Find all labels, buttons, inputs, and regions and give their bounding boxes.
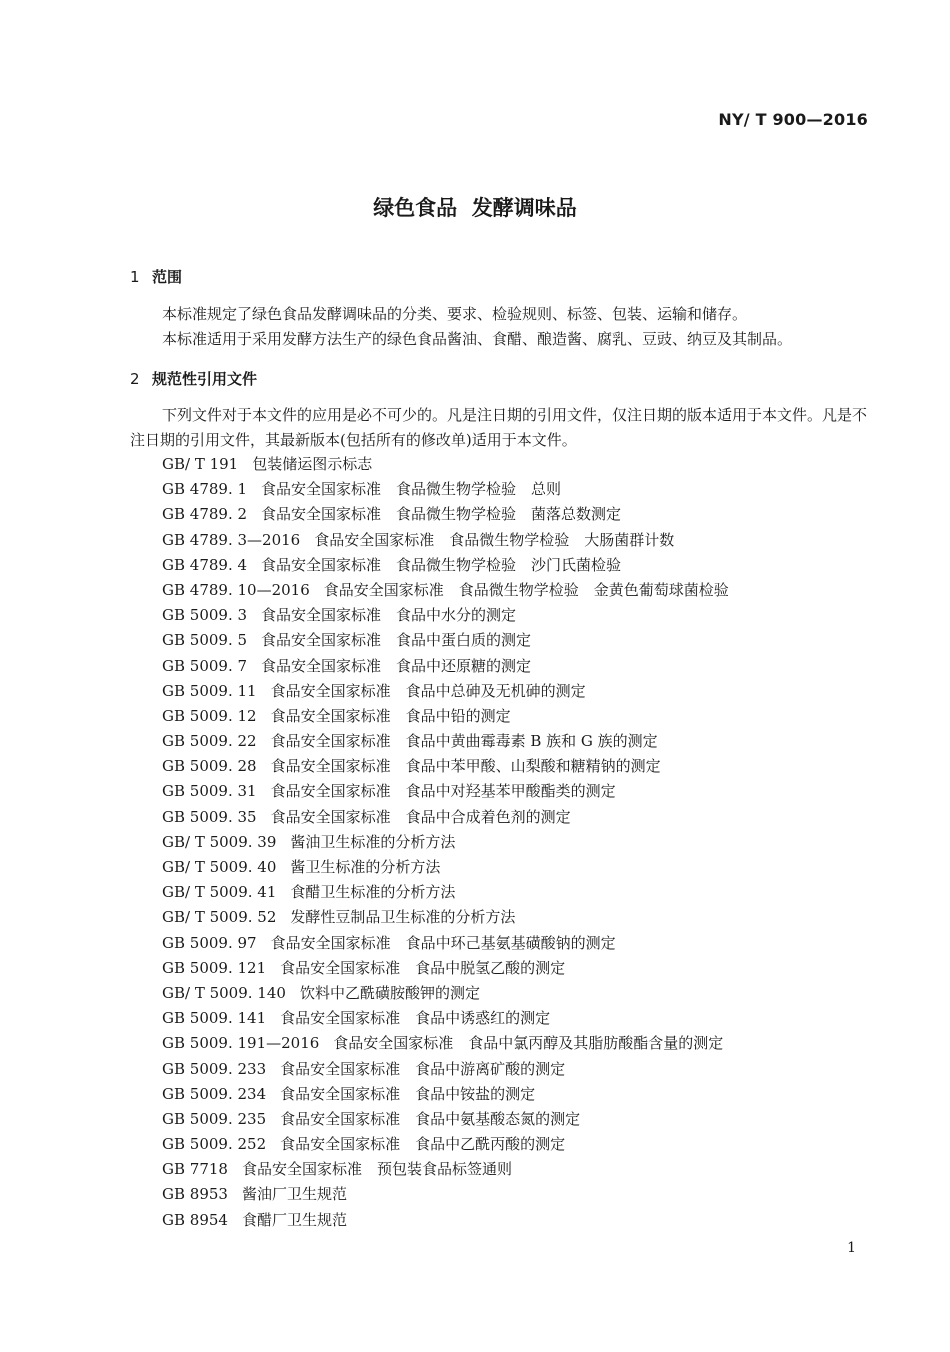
section-1-title: 范围 bbox=[152, 268, 183, 286]
reference-item bbox=[162, 729, 729, 754]
reference-item bbox=[162, 805, 729, 830]
reference-code: GB/ T 5009. 140 bbox=[162, 983, 286, 1002]
reference-code: GB 5009. 121 bbox=[162, 958, 267, 977]
reference-code: GB 8954 bbox=[162, 1210, 228, 1229]
reference-title: 食品安全国家标准 食品中总砷及无机砷的测定 bbox=[270, 681, 586, 700]
reference-title: 食品安全国家标准 食品中诱惑红的测定 bbox=[280, 1009, 551, 1028]
reference-item bbox=[162, 654, 729, 679]
reference-item bbox=[162, 779, 729, 804]
reference-code: GB 5009. 22 bbox=[162, 732, 257, 751]
reference-item bbox=[162, 981, 729, 1006]
reference-item bbox=[162, 502, 729, 527]
reference-title: 酱油卫生标准的分析方法 bbox=[290, 832, 456, 851]
reference-code: GB 5009. 233 bbox=[162, 1059, 267, 1078]
reference-code: GB 5009. 7 bbox=[162, 656, 248, 675]
reference-code: GB 5009. 3 bbox=[162, 606, 248, 625]
reference-item bbox=[162, 477, 729, 502]
standard-code: NY/ T 900—2016 bbox=[718, 110, 868, 129]
reference-code: GB 5009. 11 bbox=[162, 681, 257, 700]
reference-item bbox=[162, 1006, 729, 1031]
reference-code: GB 4789. 1 bbox=[162, 480, 248, 499]
reference-title: 食品安全国家标准 食品中游离矿酸的测定 bbox=[280, 1059, 566, 1078]
reference-title: 食品安全国家标准 食品微生物学检验 大肠菌群计数 bbox=[314, 530, 675, 549]
reference-code: GB/ T 5009. 52 bbox=[162, 908, 277, 927]
reference-title: 食品安全国家标准 食品中蛋白质的测定 bbox=[261, 631, 532, 650]
reference-title: 食醋厂卫生规范 bbox=[241, 1210, 347, 1229]
reference-title: 食品安全国家标准 食品中脱氢乙酸的测定 bbox=[280, 958, 566, 977]
section-1-number: 1 bbox=[130, 268, 140, 286]
reference-title: 酱油厂卫生规范 bbox=[241, 1185, 347, 1204]
reference-item bbox=[162, 1031, 729, 1056]
reference-title: 食品安全国家标准 食品微生物学检验 金黄色葡萄球菌检验 bbox=[323, 580, 729, 599]
reference-title: 饮料中乙酰磺胺酸钾的测定 bbox=[299, 983, 480, 1002]
reference-code: GB 5009. 31 bbox=[162, 782, 257, 801]
reference-item bbox=[162, 1182, 729, 1207]
section-2-title: 规范性引用文件 bbox=[152, 370, 258, 388]
reference-title: 食品安全国家标准 食品中铵盐的测定 bbox=[280, 1084, 536, 1103]
reference-title: 食品安全国家标准 食品中对羟基苯甲酸酯类的测定 bbox=[270, 782, 616, 801]
reference-item bbox=[162, 905, 729, 930]
scope-paragraph-1: 本标准规定了绿色食品发酵调味品的分类、要求、检验规则、标签、包装、运输和储存。 bbox=[162, 305, 748, 323]
reference-code: GB/ T 191 bbox=[162, 455, 239, 473]
reference-code: GB 5009. 28 bbox=[162, 757, 257, 776]
reference-item bbox=[162, 553, 729, 578]
reference-code: GB/ T 5009. 41 bbox=[162, 883, 277, 902]
reference-title: 食品安全国家标准 食品中黄曲霉毒素 B 族和 G 族的测定 bbox=[270, 732, 658, 751]
reference-item bbox=[162, 1082, 729, 1107]
reference-item bbox=[162, 628, 729, 653]
reference-title: 食品安全国家标准 食品中氯丙醇及其脂肪酸酯含量的测定 bbox=[333, 1034, 724, 1053]
reference-item bbox=[162, 931, 729, 956]
reference-title: 食醋卫生标准的分析方法 bbox=[290, 883, 456, 902]
reference-item bbox=[162, 880, 729, 905]
reference-code: GB 5009. 5 bbox=[162, 631, 248, 650]
reference-item bbox=[162, 1057, 729, 1082]
section-2-number: 2 bbox=[130, 370, 140, 388]
reference-code: GB 5009. 141 bbox=[162, 1009, 267, 1028]
section-1-heading bbox=[130, 266, 182, 287]
reference-code: GB 4789. 10—2016 bbox=[162, 580, 310, 599]
reference-code: GB 4789. 3—2016 bbox=[162, 530, 301, 549]
reference-code: GB 5009. 191—2016 bbox=[162, 1034, 320, 1053]
reference-item bbox=[162, 1157, 729, 1182]
reference-code: GB/ T 5009. 40 bbox=[162, 858, 277, 876]
reference-code: GB 5009. 97 bbox=[162, 933, 257, 952]
reference-item bbox=[162, 754, 729, 779]
reference-title: 食品安全国家标准 食品微生物学检验 总则 bbox=[261, 480, 562, 499]
reference-title: 包装储运图示标志 bbox=[252, 455, 373, 473]
reference-title: 食品安全国家标准 食品中氨基酸态氮的测定 bbox=[280, 1109, 581, 1128]
reference-item bbox=[162, 1132, 729, 1157]
reference-title: 食品安全国家标准 食品中乙酰丙酸的测定 bbox=[280, 1135, 566, 1154]
reference-title: 食品安全国家标准 预包装食品标签通则 bbox=[241, 1160, 512, 1179]
reference-title: 食品安全国家标准 食品中还原糖的测定 bbox=[261, 656, 532, 675]
reference-item bbox=[162, 1107, 729, 1132]
reference-item bbox=[162, 528, 729, 553]
scope-paragraph-2: 本标准适用于采用发酵方法生产的绿色食品酱油、食醋、酿造酱、腐乳、豆豉、纳豆及其制品。 bbox=[162, 330, 793, 348]
reference-code: GB 5009. 12 bbox=[162, 706, 257, 725]
reference-title: 酱卫生标准的分析方法 bbox=[290, 858, 441, 876]
reference-code: GB 5009. 35 bbox=[162, 807, 257, 826]
reference-item bbox=[162, 1208, 729, 1233]
reference-title: 食品安全国家标准 食品中合成着色剂的测定 bbox=[270, 807, 571, 826]
reference-title: 食品安全国家标准 食品中铅的测定 bbox=[270, 706, 511, 725]
reference-item bbox=[162, 830, 729, 855]
reference-code: GB 5009. 234 bbox=[162, 1084, 267, 1103]
reference-code: GB 7718 bbox=[162, 1160, 228, 1179]
reference-list bbox=[162, 452, 729, 1233]
section-2-heading bbox=[130, 368, 257, 389]
reference-title: 食品安全国家标准 食品微生物学检验 菌落总数测定 bbox=[261, 505, 622, 524]
reference-item bbox=[162, 452, 729, 477]
reference-code: GB 5009. 252 bbox=[162, 1135, 267, 1154]
page-number: 1 bbox=[847, 1240, 856, 1256]
reference-code: GB 5009. 235 bbox=[162, 1109, 267, 1128]
reference-title: 发酵性豆制品卫生标准的分析方法 bbox=[290, 908, 516, 927]
reference-code: GB 8953 bbox=[162, 1185, 228, 1204]
reference-code: GB 4789. 2 bbox=[162, 505, 248, 524]
reference-title: 食品安全国家标准 食品中环己基氨基磺酸钠的测定 bbox=[270, 933, 616, 952]
reference-item bbox=[162, 956, 729, 981]
reference-item bbox=[162, 578, 729, 603]
reference-item bbox=[162, 704, 729, 729]
reference-title: 食品安全国家标准 食品中水分的测定 bbox=[261, 606, 517, 625]
reference-item bbox=[162, 679, 729, 704]
reference-code: GB 4789. 4 bbox=[162, 555, 248, 574]
references-intro: 下列文件对于本文件的应用是必不可少的。凡是注日期的引用文件，仅注日期的版本适用于本文件。凡是不注日期的引用文件，其最新版本(包括所有的修改单)适用于本文件。 bbox=[130, 406, 868, 449]
document-title: 绿色食品 发酵调味品 bbox=[373, 196, 577, 220]
reference-title: 食品安全国家标准 食品中苯甲酸、山梨酸和糖精钠的测定 bbox=[270, 757, 661, 776]
reference-item bbox=[162, 855, 729, 880]
reference-item bbox=[162, 603, 729, 628]
reference-title: 食品安全国家标准 食品微生物学检验 沙门氏菌检验 bbox=[261, 555, 622, 574]
reference-code: GB/ T 5009. 39 bbox=[162, 832, 277, 851]
